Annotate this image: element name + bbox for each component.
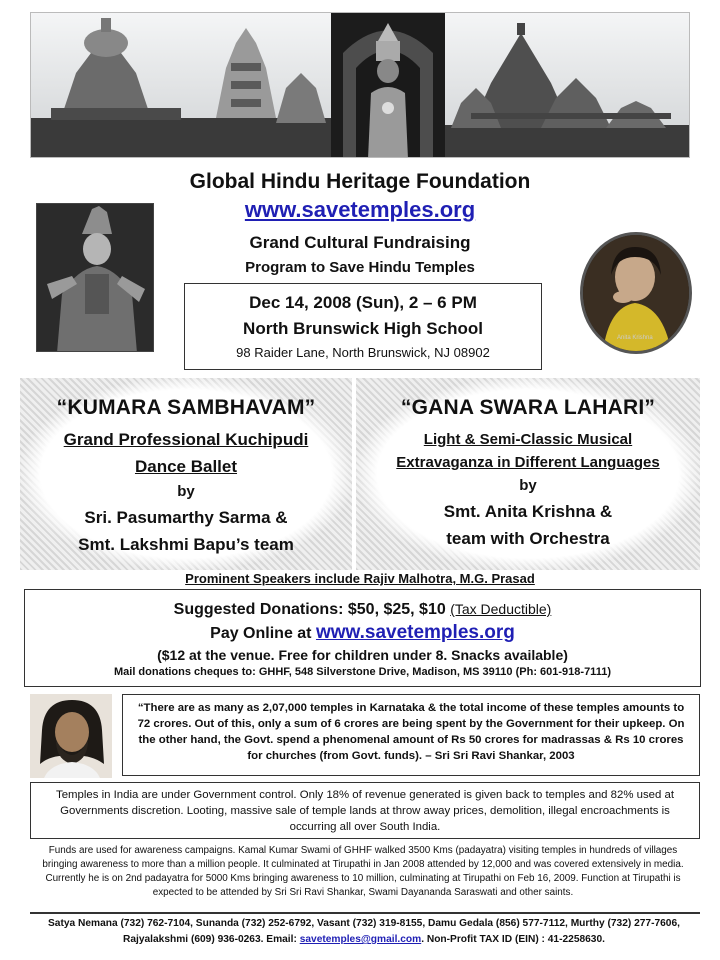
dancer-photo [36, 203, 154, 352]
program-title: “GANA SWARA LAHARI” [400, 396, 656, 419]
program-performer-2: team with Orchestra [446, 529, 610, 548]
event-address: 98 Raider Lane, North Brunswick, NJ 08902 [236, 345, 490, 360]
event-details-box [184, 283, 542, 370]
contacts-footer [26, 916, 702, 948]
contact-email-link[interactable]: savetemples@gmail.com [299, 934, 422, 945]
program-description-line-1: Grand Professional Kuchipudi [63, 430, 309, 449]
mail-donations-note: Mail donations cheques to: GHHF, 548 Silverstone Drive, Madison, MS 39110 (Ph: 601-918-7111) [113, 666, 611, 678]
temple-photo-banner [30, 12, 690, 158]
program-by: by [519, 477, 537, 494]
guru-photo [30, 694, 112, 778]
program-performer-1: Sri. Pasumarthy Sarma & [84, 508, 288, 527]
funds-usage-paragraph: Funds are used for awareness campaigns. Kamal Kumar Swami of GHHF walked 3500 Kms (padayatra) visiting temples in hundreds of villages bringing awareness to more than a million people. It culminated at Tirupathi in Jan 2008 attended by 12,000 and was covered extensively in media. Currently he is on 2nd padayatra for 5000 Kms bringing awareness to 10 million, culminating at Tirupathi on Feb 16, 2009. Function at Tirupathi is expected to be attended by Sri Sri Ravi Shankar, Swami Dayananda Saraswati and other saints. [42, 845, 684, 898]
singer-photo [580, 232, 692, 354]
event-date-time: Dec 14, 2008 (Sun), 2 – 6 PM [249, 293, 477, 312]
program-panel-gana-swara-lahari [356, 378, 700, 570]
program-subtitle-2: Program to Save Hindu Temples [245, 259, 475, 276]
program-subtitle-1: Grand Cultural Fundraising [249, 233, 471, 252]
website-link[interactable]: www.savetemples.org [244, 197, 476, 222]
tax-id-text: . Non-Profit TAX ID (EIN) : 41-2258630. [421, 934, 605, 945]
program-performer-1: Smt. Anita Krishna & [443, 502, 613, 521]
tax-deductible-note: (Tax Deductible) [450, 601, 552, 617]
pay-online-label: Pay Online at [210, 625, 312, 642]
suggested-donations-text: Suggested Donations: $50, $25, $10 [173, 601, 446, 618]
singer-photo-caption: Anita Krishna [617, 335, 653, 341]
temples-control-info: Temples in India are under Government control. Only 18% of revenue generated is given back to temples and 82% used at Governments discretion. Looting, massive sale of temple lands at throw away prices, demolition, illegal encroachments is occurring all over South India. [30, 782, 700, 839]
venue-price-note: ($12 at the venue. Free for children under 8. Snacks available) [157, 647, 568, 663]
org-title: Global Hindu Heritage Foundation [189, 170, 531, 193]
program-panel-kumara-sambhavam [20, 378, 352, 570]
program-description-line-2: Extravaganza in Different Languages [396, 454, 660, 471]
temple-photo-collage [31, 13, 690, 158]
contacts-text: Satya Nemana (732) 762-7104, Sunanda (732) 252-6792, Vasant (732) 319-8155, Damu Gedala (856) 577-7112, Murthy (732) 277-7606, Rajyalakshmi (609) 936-0263. Email: [48, 918, 680, 945]
suggested-donations [25, 598, 700, 621]
pay-online-line [25, 621, 700, 646]
program-description-line-2: Dance Ballet [134, 457, 238, 476]
speakers-line: Prominent Speakers include Rajiv Malhotra, M.G. Prasad [185, 571, 535, 586]
program-title: “KUMARA SAMBHAVAM” [56, 396, 316, 419]
footer-divider [30, 912, 700, 914]
deity-photo-center [331, 13, 445, 158]
program-performer-2: Smt. Lakshmi Bapu’s team [78, 535, 294, 554]
donation-box [24, 589, 701, 687]
program-description-line-1: Light & Semi-Classic Musical [423, 431, 633, 448]
pay-online-link[interactable]: www.savetemples.org [315, 622, 515, 643]
quote-box: “There are as many as 2,07,000 temples in Karnataka & the total income of these temples amounts to 72 crores. Out of this, only a sum of 6 crores are being spent by the Government for their upkeep. On the other hand, the Govt. spend a phenomenal amount of Rs 50 crores for madrassas & Rs 10 crores for churches (from Govt. funds). – Sri Sri Ravi Shankar, 2003 [122, 694, 700, 776]
program-by: by [177, 483, 195, 500]
event-venue: North Brunswick High School [243, 319, 483, 338]
